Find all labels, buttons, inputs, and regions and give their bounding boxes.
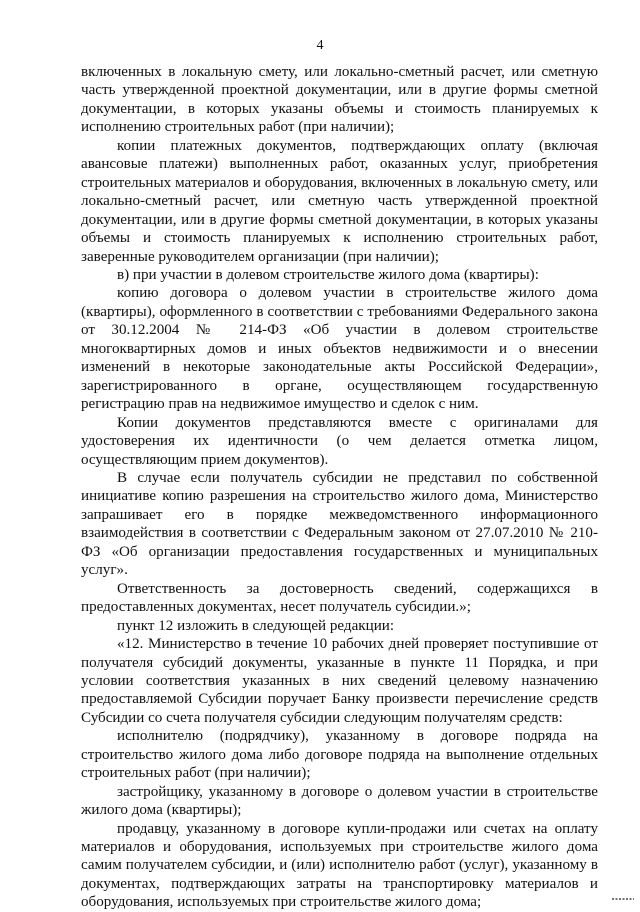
scan-corner-mark	[612, 896, 634, 902]
document-body	[81, 63, 598, 912]
paragraph-originals-verification: Копии документов представляются вместе с оригиналами для удостоверения их идентичности (о чем делается отметка лицом, осуществляющим прием документов).	[81, 414, 598, 468]
paragraph-building-permit-request: В случае если получатель субсидии не представил по собственной инициативе копию разрешения на строительство жилого дома, Министерство запрашивает его в порядке межведомственного информационного взаимодействия в соответствии с Федеральным законом от 27.07.2010 № 210-ФЗ «Об организации предоставления государственных и муниципальных услуг».	[81, 469, 598, 579]
paragraph-shared-construction-heading: в) при участии в долевом строительстве жилого дома (квартиры):	[117, 266, 539, 283]
paragraph-clause-12-text: «12. Министерство в течение 10 рабочих дней проверяет поступившие от получателя субсидий документы, указанные в пункте 11 Порядка, и при условии соответствия указанных в них сведений целевому назначению предоставляемой Субсидии поручает Банку произвести перечисление средств Субсидии со счета получателя субсидии следующим получателям средств:	[81, 636, 598, 726]
paragraph-recipient-contractor: исполнителю (подрядчику), указанному в договоре подряда на строительство жилого дома либо договоре подряда на выполнение отдельных строительных работ (при наличии);	[81, 728, 598, 782]
paragraph-shared-construction-contract: копию договора о долевом участии в строительстве жилого дома (квартиры), оформленного в соответствии с требованиями Федерального закона от 30.12.2004 № 214-ФЗ «Об участии в долевом строительстве многоквартирных домов и иных объектов недвижимости и о внесении изменений в некоторые законодательные акты Российской Федерации», зарегистрированного в органе, осуществляющем государственную регистрацию прав на недвижимое имущество и сделок с ним.	[81, 285, 598, 413]
paragraph-clause-12-intro: пункт 12 изложить в следующей редакции:	[117, 617, 395, 634]
paragraph-recipient-developer: застройщику, указанному в договоре о долевом участии в строительстве жилого дома (квартиры);	[81, 783, 598, 819]
paragraph-responsibility: Ответственность за достоверность сведений, содержащихся в предоставленных документах, несет получатель субсидии.»;	[81, 580, 598, 616]
paragraph-continuation-estimate: включенных в локальную смету, или локально-сметный расчет, или сметную часть утвержденной проектной документации, или в другие формы сметной документации, в которых указаны объемы и стоимость планируемых к исполнению строительных работ (при наличии);	[81, 64, 598, 136]
paragraph-payment-copies: копии платежных документов, подтверждающих оплату (включая авансовые платежи) выполненных работ, оказанных услуг, приобретения строительных материалов и оборудования, включенных в локальную смету, или локально-сметный расчет, или сметную часть утвержденной проектной документации, или в другие формы сметной документации, в которых указаны объемы и стоимость планируемых к исполнению строительных работ, заверенные руководителем организации (при наличии);	[81, 137, 598, 265]
paragraph-recipient-seller: продавцу, указанному в договоре купли-продажи или счетах на оплату материалов и оборудования, используемых при строительстве жилого дома самим получателем субсидии, и (или) исполнителю работ (услуг), указанному в документах, подтверждающих затраты на транспортировку материалов и оборудования, используемых при строительстве жилого дома;	[81, 820, 598, 911]
page-number: 4	[316, 38, 324, 53]
